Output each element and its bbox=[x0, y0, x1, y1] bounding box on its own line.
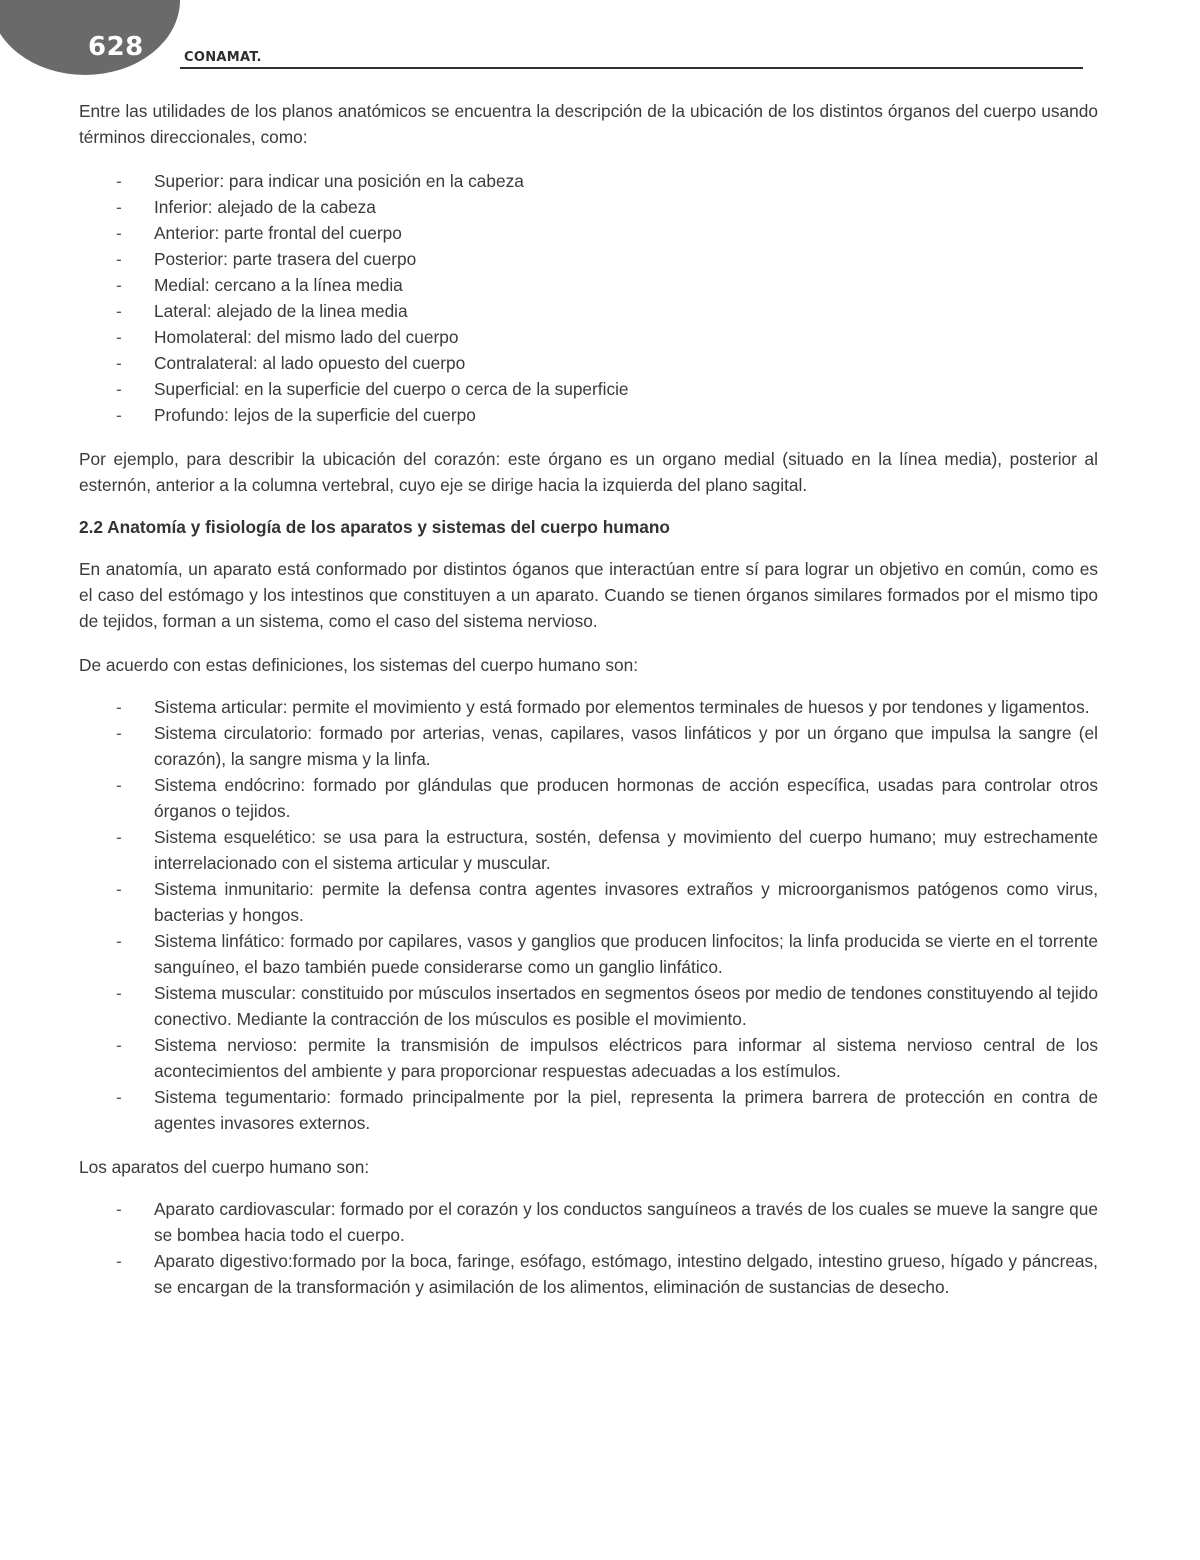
list-item: - Inferior: alejado de la cabeza bbox=[79, 194, 1098, 220]
list-item: - Sistema endócrino: formado por glándulas que producen hormonas de acción específica, usadas para controlar otros órganos o tejidos. bbox=[79, 772, 1098, 824]
list-item: - Sistema circulatorio: formado por arterias, venas, capilares, vasos linfáticos y por un órgano que impulsa la sangre (el corazón), la sangre misma y la linfa. bbox=[79, 720, 1098, 772]
list-item: - Anterior: parte frontal del cuerpo bbox=[79, 220, 1098, 246]
list-item: - Sistema linfático: formado por capilares, vasos y ganglios que producen linfocitos; la linfa producida se vierte en el torrente sanguíneo, el bazo también puede considerarse como un ganglio linfático. bbox=[79, 928, 1098, 980]
brand-logo: CONAMAT. bbox=[184, 50, 262, 65]
example-paragraph: Por ejemplo, para describir la ubicación del corazón: este órgano es un organo medial (situado en la línea media), posterior al esternón, anterior a la columna vertebral, cuyo eje se dirige hacia la izquierda del plano sagital. bbox=[79, 449, 1098, 495]
intro-paragraph: Entre las utilidades de los planos anatómicos se encuentra la descripción de la ubicación de los distintos órganos del cuerpo usando términos direccionales, como: bbox=[79, 101, 1098, 147]
list-item: - Sistema esquelético: se usa para la estructura, sostén, defensa y movimiento del cuerpo humano; muy estrechamente interrelacionado con el sistema articular y muscular. bbox=[79, 824, 1098, 876]
section-heading: 2.2 Anatomía y fisiología de los aparatos y sistemas del cuerpo humano bbox=[79, 517, 670, 537]
list-item: - Homolateral: del mismo lado del cuerpo bbox=[79, 324, 1098, 350]
list-item: - Sistema inmunitario: permite la defensa contra agentes invasores extraños y microorganismos patógenos como virus, bacterias y hongos. bbox=[79, 876, 1098, 928]
list-item: - Lateral: alejado de la linea media bbox=[79, 298, 1098, 324]
list-item: - Sistema nervioso: permite la transmisión de impulsos eléctricos para informar al sistema nervioso central de los acontecimientos del ambiente y para proporcionar respuestas adecuadas a los estímulos. bbox=[79, 1032, 1098, 1084]
list-item: - Sistema articular: permite el movimiento y está formado por elementos terminales de huesos y por tendones y ligamentos. bbox=[79, 694, 1098, 720]
apparatus-intro: Los aparatos del cuerpo humano son: bbox=[79, 1157, 370, 1177]
list-item: - Contralateral: al lado opuesto del cuerpo bbox=[79, 350, 1098, 376]
list-item: - Superior: para indicar una posición en la cabeza bbox=[79, 168, 1098, 194]
systems-intro: De acuerdo con estas definiciones, los sistemas del cuerpo humano son: bbox=[79, 655, 639, 675]
list-item: - Posterior: parte trasera del cuerpo bbox=[79, 246, 1098, 272]
header-rule bbox=[180, 67, 1083, 69]
definition-paragraph: En anatomía, un aparato está conformado por distintos óganos que interactúan entre sí para lograr un objetivo en común, como es el caso del estómago y los intestinos que constituyen a un aparato. Cuando se tienen órganos similares formados por el mismo tipo de tejidos, forman a un sistema, como el caso del sistema nervioso. bbox=[79, 559, 1098, 631]
list-item: - Superficial: en la superficie del cuerpo o cerca de la superficie bbox=[79, 376, 1098, 402]
list-item: - Aparato digestivo:formado por la boca, faringe, esófago, estómago, intestino delgado, intestino grueso, hígado y páncreas, se encargan de la transformación y asimilación de los alimentos, eliminación de sustancias de desecho. bbox=[79, 1248, 1098, 1300]
list-item: - Sistema tegumentario: formado principalmente por la piel, representa la primera barrera de protección en contra de agentes invasores externos. bbox=[79, 1084, 1098, 1136]
page-number: 628 bbox=[88, 32, 144, 62]
page-body bbox=[79, 98, 1098, 1300]
directional-terms-list bbox=[79, 168, 1098, 428]
apparatus-list bbox=[79, 1196, 1098, 1300]
list-item: - Profundo: lejos de la superficie del cuerpo bbox=[79, 402, 1098, 428]
list-item: - Sistema muscular: constituido por músculos insertados en segmentos óseos por medio de tendones constituyendo al tejido conectivo. Mediante la contracción de los músculos es posible el movimiento. bbox=[79, 980, 1098, 1032]
list-item: - Aparato cardiovascular: formado por el corazón y los conductos sanguíneos a través de los cuales se mueve la sangre que se bombea hacia todo el cuerpo. bbox=[79, 1196, 1098, 1248]
systems-list bbox=[79, 694, 1098, 1136]
list-item: - Medial: cercano a la línea media bbox=[79, 272, 1098, 298]
